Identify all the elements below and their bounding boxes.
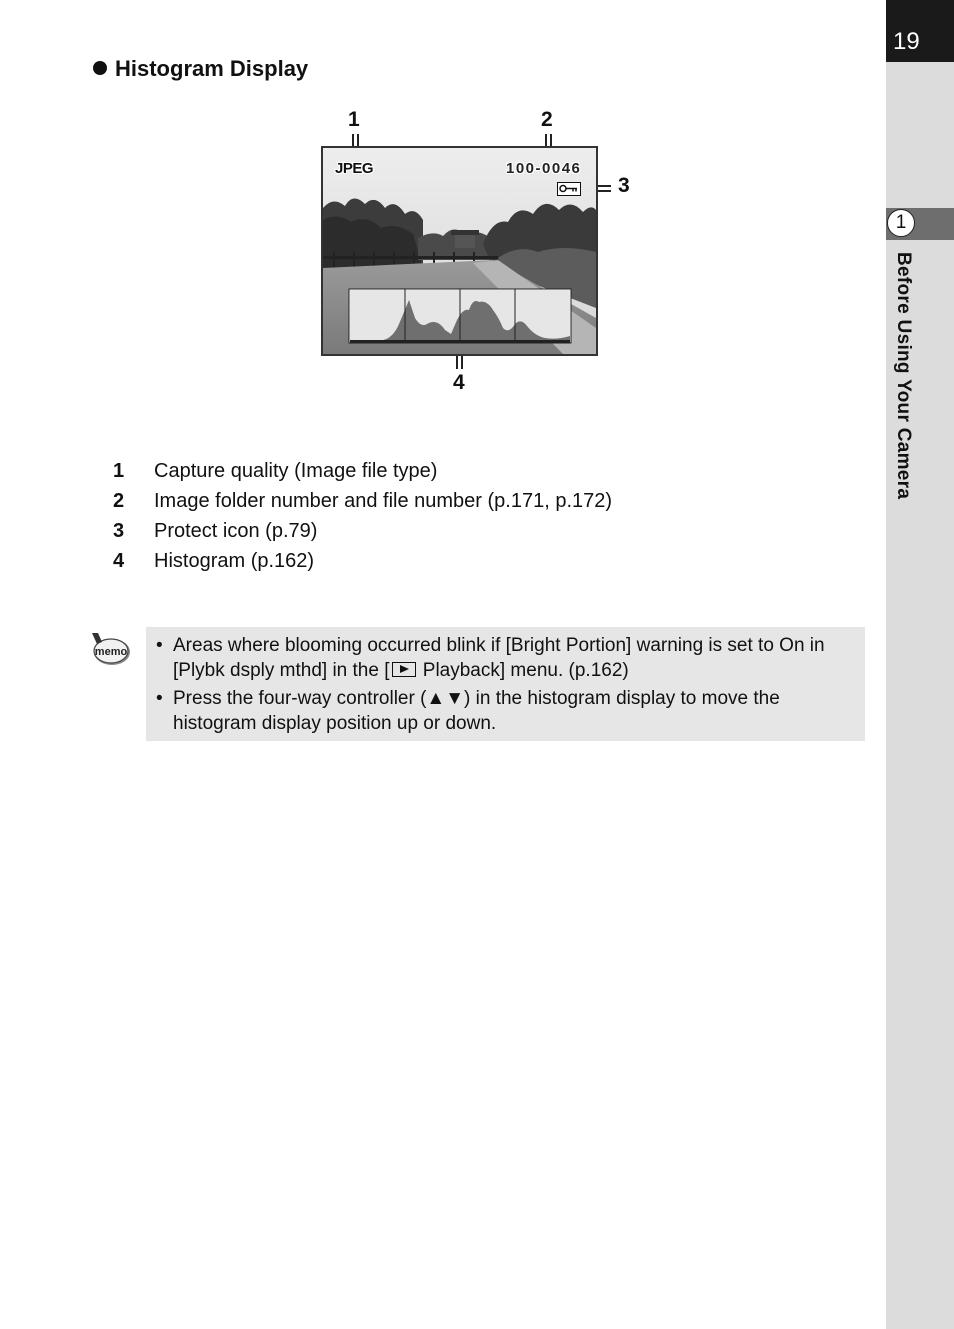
side-tab <box>886 0 954 1329</box>
legend-text: Capture quality (Image file type) <box>154 460 438 482</box>
chapter-title: Before Using Your Camera <box>893 252 914 500</box>
legend-text: Histogram (p.162) <box>154 550 315 572</box>
callout-4: 4 <box>453 371 465 394</box>
memo-icon-label: memo <box>94 646 128 658</box>
playback-photo <box>323 148 596 354</box>
memo-text: Press the four-way controller (▲▼) in the histogram display to move the histogram display position up or down. <box>173 688 780 734</box>
section-heading-text: Histogram Display <box>115 56 309 81</box>
legend-number: 3 <box>113 520 125 542</box>
callout-2: 2 <box>541 108 553 131</box>
memo-text: Areas where blooming occurred blink if [Bright Portion] warning is set to On in [Plybk dsply mthd] in the [ <box>173 635 825 681</box>
camera-screen <box>321 146 598 356</box>
memo-box <box>146 627 865 741</box>
legend-text: Protect icon (p.79) <box>154 520 318 542</box>
memo-icon <box>88 630 132 670</box>
legend-number: 2 <box>113 490 125 512</box>
list-item <box>156 686 855 736</box>
playback-icon <box>392 662 416 677</box>
legend-number: 4 <box>113 550 125 572</box>
file-number-label: 100-0046 <box>506 160 582 177</box>
section-heading <box>93 56 308 82</box>
page-number: 19 <box>893 28 920 55</box>
bullet: • <box>156 688 163 709</box>
bullet: • <box>156 635 163 656</box>
legend-number: 1 <box>113 460 125 482</box>
bullet-dot-icon <box>93 61 107 75</box>
file-type-label: JPEG <box>335 160 374 177</box>
key-icon <box>557 182 581 196</box>
callout-3: 3 <box>618 174 630 197</box>
memo-text: Playback] menu. (p.162) <box>417 660 629 681</box>
chapter-number: 1 <box>887 209 915 237</box>
list-item <box>156 633 855 683</box>
callout-1: 1 <box>348 108 360 131</box>
legend-text: Image folder number and file number (p.171, p.172) <box>154 490 613 512</box>
